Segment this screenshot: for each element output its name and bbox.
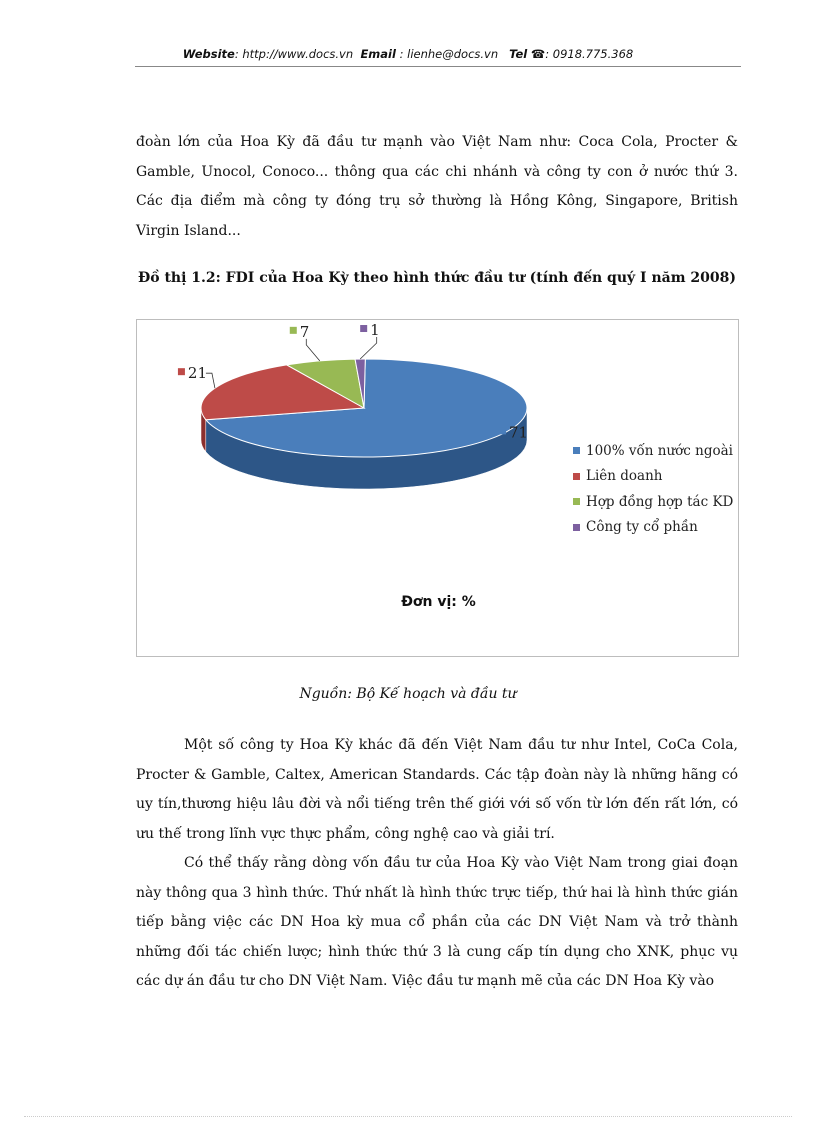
legend-label-0: 100% vốn nước ngoài <box>586 442 733 459</box>
data-label-text-2: 7 <box>299 322 310 341</box>
figure-caption: Đồ thị 1.2: FDI của Hoa Kỳ theo hình thức đầu tư (tính đến quý I năm 2008) <box>138 270 736 286</box>
header-divider <box>135 66 741 67</box>
legend-swatch-3 <box>573 524 580 531</box>
legend-item-3 <box>573 515 733 541</box>
leader-line-3 <box>360 337 377 359</box>
legend-item-2 <box>573 489 733 515</box>
phone-icon: ☎ <box>530 47 546 61</box>
footer-divider <box>24 1116 792 1117</box>
chart-unit-label: Đơn vị: % <box>401 594 476 610</box>
body-paragraph-1 <box>136 731 738 849</box>
data-label-swatch-1 <box>178 368 185 375</box>
data-label-3 <box>360 321 380 359</box>
tel-label: Tel <box>509 47 528 61</box>
chart-legend <box>573 438 733 540</box>
legend-label-1: Liên doanh <box>586 468 663 485</box>
pie-chart <box>136 319 739 657</box>
website-label: Website <box>182 47 235 61</box>
website-url[interactable]: : http://www.docs.vn <box>234 47 354 61</box>
data-label-text-0: 71 <box>508 423 529 442</box>
data-label-swatch-2 <box>290 327 297 334</box>
leader-line-2 <box>306 339 320 361</box>
legend-swatch-1 <box>573 473 580 480</box>
email-label: Email <box>360 47 396 61</box>
body-paragraph-2-text: Có thể thấy rằng dòng vốn đầu tư của Hoa Kỳ vào Việt Nam trong giai đoạn này thông qua 3 hình thức. Thứ nhất là hình thức trực tiếp, thứ hai là hình thức gián tiếp bằng việc các DN Hoa kỳ mua cổ phần của các DN Việt Nam và trở thành những đối tác chiến lược; hình thức thứ 3 là cung cấp tín dụng cho XNK, phục vụ các dự án đầu tư cho DN Việt Nam. Việc đầu tư mạnh mẽ của các DN Hoa Kỳ vào <box>136 855 738 989</box>
tel-number: : 0918.775.368 <box>545 47 634 61</box>
body-paragraph-1-text: Một số công ty Hoa Kỳ khác đã đến Việt Nam đầu tư như Intel, CoCa Cola, Procter & Gamble, Caltex, American Standards. Các tập đoàn này là những hãng có uy tín,thương hiệu lâu đời và nổi tiếng trên thế giới với số vốn từ lớn đến rất lớn, có ưu thế trong lĩnh vực thực phẩm, công nghệ cao và giải trí. <box>136 737 738 842</box>
intro-paragraph: đoàn lớn của Hoa Kỳ đã đầu tư mạnh vào Việt Nam như: Coca Cola, Procter & Gamble, Unocol, Conoco... thông qua các chi nhánh và công ty con ở nước thứ 3. Các địa điểm mà công ty đóng trụ sở thường là Hồng Kông, Singapore, British Virgin Island... <box>136 134 738 239</box>
email-address[interactable]: : lienhe@docs.vn <box>399 47 499 61</box>
source-note: Nguồn: Bộ Kế hoạch và đầu tư <box>299 686 517 702</box>
leader-line-1 <box>206 373 215 388</box>
data-label-2 <box>290 323 320 361</box>
data-label-swatch-3 <box>360 325 367 332</box>
legend-label-2: Hợp đồng hợp tác KD <box>586 493 734 510</box>
data-label-text-3: 1 <box>370 321 380 340</box>
data-label-text-1: 21 <box>187 364 208 383</box>
legend-swatch-0 <box>573 447 580 454</box>
data-label-swatch-0 <box>499 427 506 434</box>
page-header <box>0 47 816 61</box>
legend-item-1 <box>573 464 733 490</box>
legend-item-0 <box>573 438 733 464</box>
legend-label-3: Công ty cổ phần <box>586 519 698 536</box>
data-label-1 <box>178 364 215 388</box>
body-paragraph-2 <box>136 849 738 997</box>
legend-swatch-2 <box>573 498 580 505</box>
